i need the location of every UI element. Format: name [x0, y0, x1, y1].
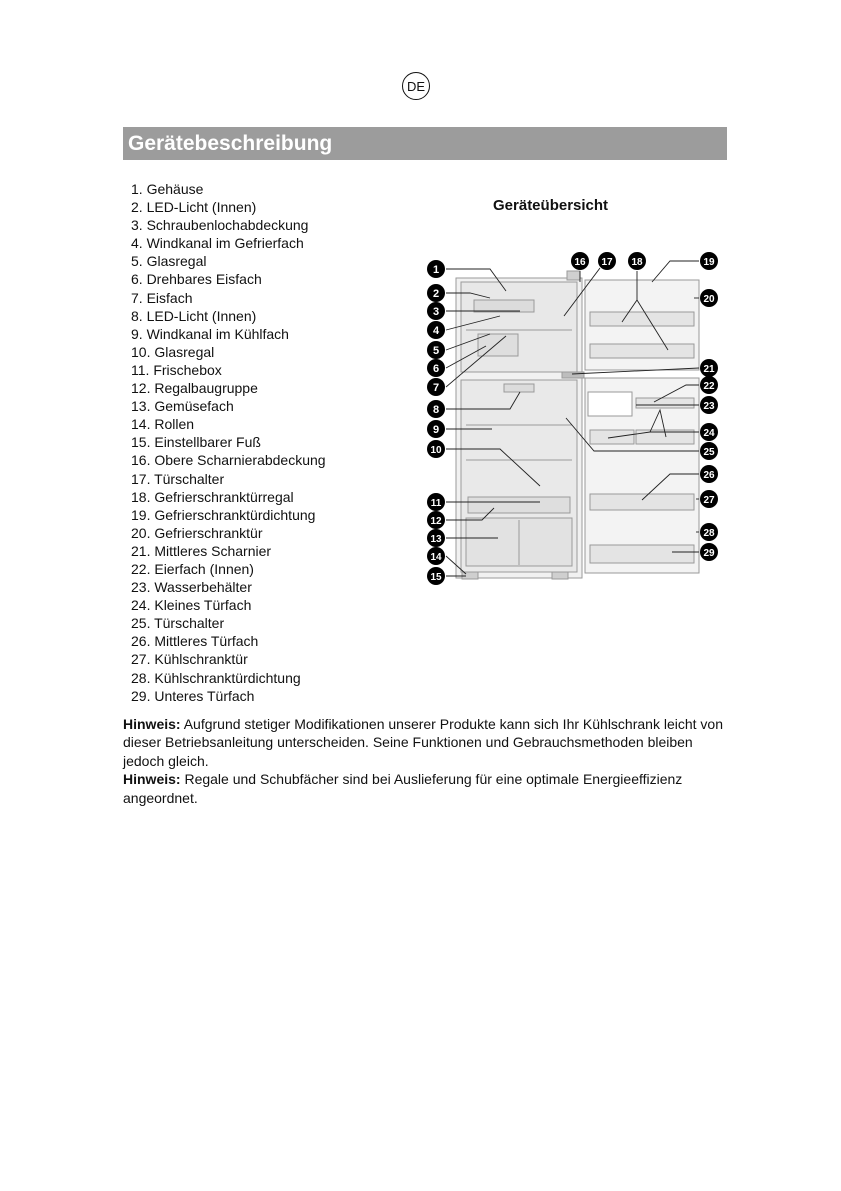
- part-item: 4. Windkanal im Gefrierfach: [131, 235, 304, 252]
- parts-list: [131, 180, 326, 705]
- section-title: Gerätebeschreibung: [123, 127, 727, 160]
- middle-hinge: [562, 372, 584, 378]
- callout-22: [700, 376, 718, 394]
- fridge-diagram: [418, 245, 728, 590]
- callout-label: 18: [631, 257, 643, 268]
- callout-12: [427, 511, 445, 529]
- callout-label: 19: [703, 257, 715, 268]
- callout-label: 15: [430, 572, 442, 583]
- leader-line: [652, 261, 699, 282]
- water-tank: [588, 392, 632, 416]
- diagram-title: Geräteübersicht: [493, 197, 609, 214]
- part-item: 7. Eisfach: [131, 289, 193, 306]
- callout-13: [427, 529, 445, 547]
- part-item: 10. Glasregal: [131, 343, 215, 360]
- callout-1: [427, 260, 445, 278]
- part-item: 12. Regalbaugruppe: [131, 380, 258, 397]
- callout-7: [427, 378, 445, 396]
- part-item: 9. Windkanal im Kühlfach: [131, 325, 289, 342]
- part-item: 19. Gefrierschranktürdichtung: [131, 506, 316, 523]
- callout-label: 7: [432, 382, 440, 394]
- callout-label: 12: [430, 516, 442, 527]
- led-light-freezer: [474, 300, 534, 312]
- part-item: 2. LED-Licht (Innen): [131, 199, 257, 216]
- part-item: 25. Türschalter: [131, 615, 225, 632]
- callout-label: 8: [432, 404, 440, 416]
- freezer-door-shelf-upper: [590, 312, 694, 326]
- part-item: 15. Einstellbarer Fuß: [131, 434, 261, 451]
- ice-tray: [478, 334, 518, 356]
- callout-3: [427, 302, 445, 320]
- callout-16: [571, 252, 589, 270]
- part-item: 1. Gehäuse: [131, 181, 204, 197]
- part-item: 21. Mittleres Scharnier: [131, 542, 272, 559]
- callout-20: [700, 289, 718, 307]
- callout-28: [700, 523, 718, 541]
- callout-label: 21: [703, 364, 715, 375]
- note-label: Hinweis:: [123, 771, 181, 788]
- callout-5: [427, 341, 445, 359]
- callout-15: [427, 567, 445, 585]
- note: [123, 770, 731, 807]
- egg-tray: [636, 398, 694, 408]
- part-item: 28. Kühlschranktürdichtung: [131, 669, 301, 686]
- callout-label: 27: [703, 495, 715, 506]
- part-item: 20. Gefrierschranktür: [131, 524, 263, 541]
- callout-23: [700, 396, 718, 414]
- callout-2: [427, 284, 445, 302]
- callout-label: 11: [430, 498, 442, 509]
- led-light-fridge: [504, 384, 534, 392]
- callout-label: 23: [703, 401, 715, 412]
- middle-door-bin: [590, 494, 694, 510]
- freezer-door-shelf-lower: [590, 344, 694, 358]
- callout-19: [700, 252, 718, 270]
- note-text: Regale und Schubfächer sind bei Auslieferung für eine optimale Energieeffizienz angeordnet.: [123, 771, 683, 806]
- callout-label: 17: [601, 257, 613, 268]
- callout-24: [700, 423, 718, 441]
- callout-29: [700, 543, 718, 561]
- part-item: 16. Obere Scharnierabdeckung: [131, 452, 326, 469]
- part-item: 13. Gemüsefach: [131, 398, 234, 415]
- part-item: 22. Eierfach (Innen): [131, 560, 254, 577]
- part-item: 24. Kleines Türfach: [131, 597, 252, 614]
- part-item: 14. Rollen: [131, 416, 195, 433]
- callout-14: [427, 547, 445, 565]
- note-text: Aufgrund stetiger Modifikationen unserer Produkte kann sich Ihr Kühlschrank leicht von dieser Betriebsanleitung unterscheiden. Seine Funktionen und Gebrauchsmethoden bleiben jedoch gleich.: [123, 716, 723, 769]
- callout-21: [700, 359, 718, 377]
- callout-label: 22: [703, 381, 715, 392]
- notes: [123, 715, 731, 807]
- callout-17: [598, 252, 616, 270]
- callout-9: [427, 420, 445, 438]
- callout-label: 10: [430, 445, 442, 456]
- callout-10: [427, 440, 445, 458]
- callout-6: [427, 359, 445, 377]
- callout-label: 20: [703, 294, 715, 305]
- callout-label: 25: [703, 447, 715, 458]
- part-item: 5. Glasregal: [131, 253, 207, 270]
- callout-label: 4: [432, 325, 440, 337]
- part-item: 11. Frischebox: [131, 361, 222, 378]
- wheel-right: [552, 572, 568, 579]
- part-item: 26. Mittleres Türfach: [131, 633, 259, 650]
- callout-label: 5: [432, 345, 440, 357]
- callout-4: [427, 321, 445, 339]
- callout-label: 13: [430, 534, 442, 545]
- callout-label: 2: [432, 288, 440, 300]
- note: [123, 715, 731, 770]
- top-hinge-cover: [567, 271, 580, 280]
- callout-25: [700, 442, 718, 460]
- note-label: Hinweis:: [123, 716, 181, 732]
- part-item: 8. LED-Licht (Innen): [131, 307, 257, 324]
- callout-label: 14: [430, 552, 442, 563]
- part-item: 29. Unteres Türfach: [131, 687, 255, 704]
- callout-18: [628, 252, 646, 270]
- callout-11: [427, 493, 445, 511]
- part-item: 27. Kühlschranktür: [131, 651, 248, 668]
- bottom-door-bin: [590, 545, 694, 563]
- callout-label: 6: [432, 363, 440, 375]
- part-item: 17. Türschalter: [131, 470, 225, 487]
- part-item: 18. Gefrierschranktürregal: [131, 488, 294, 505]
- callout-label: 24: [703, 428, 715, 439]
- callout-label: 16: [574, 257, 586, 268]
- callout-label: 9: [432, 424, 440, 436]
- fridge-body: [456, 271, 699, 579]
- callout-8: [427, 400, 445, 418]
- callout-label: 29: [703, 548, 715, 559]
- callout-26: [700, 465, 718, 483]
- callout-27: [700, 490, 718, 508]
- part-item: 23. Wasserbehälter: [131, 579, 252, 596]
- fresh-box: [468, 497, 570, 513]
- callout-label: 3: [432, 306, 440, 318]
- part-item: 3. Schraubenlochabdeckung: [131, 217, 309, 234]
- language-badge: DE: [402, 72, 430, 100]
- callout-label: 1: [432, 264, 440, 276]
- callout-label: 28: [703, 528, 715, 539]
- callout-label: 26: [703, 470, 715, 481]
- part-item: 6. Drehbares Eisfach: [131, 271, 262, 288]
